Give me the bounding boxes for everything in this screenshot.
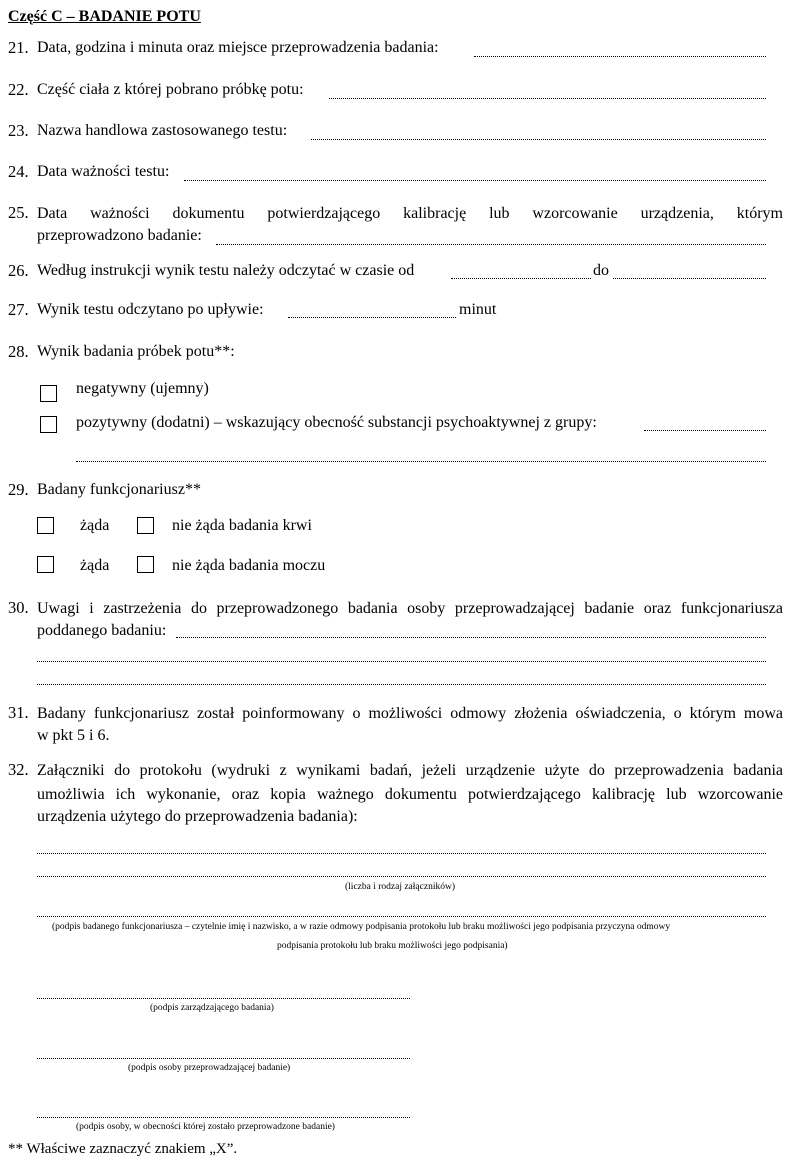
section-title: Część C – BADANIE POTU (8, 8, 201, 25)
item-26-to-field[interactable] (613, 278, 766, 279)
item-23-label: Nazwa handlowa zastosowanego testu: (37, 122, 288, 139)
substance-group-field[interactable] (644, 430, 766, 431)
item-number: 32. (8, 760, 29, 779)
item-27-unit: minut (459, 301, 497, 318)
blood-no-demand-checkbox[interactable] (137, 517, 154, 534)
item-23-field[interactable] (311, 139, 766, 140)
item-number: 25. (8, 203, 29, 222)
blood-demand-label: żąda (80, 517, 110, 534)
examined-signature-caption: (podpis badanego funkcjonariusza – czytelnie imię i nazwisko, a w razie odmowy podpisania protokołu lub braku możliwości jego podpisania przyczyna odmowy (52, 922, 671, 932)
examined-signature-caption-line2: podpisania protokołu lub braku możliwości jego podpisania) (277, 941, 508, 951)
item-26-label: Według instrukcji wynik testu należy odczytać w czasie od (37, 262, 415, 279)
item-25-label-line2: przeprowadzono badanie: (37, 227, 202, 244)
substance-group-field-line2[interactable] (76, 461, 766, 462)
item-24-field[interactable] (184, 180, 766, 181)
item-26-from-field[interactable] (451, 278, 591, 279)
witness-signature-line[interactable] (37, 1117, 410, 1118)
ordering-signature-line[interactable] (37, 998, 410, 999)
footnote: ** Właściwe zaznaczyć znakiem „X”. (8, 1141, 238, 1157)
positive-option-label: pozytywny (dodatni) – wskazujący obecność substancji psychoaktywnej z grupy: (76, 414, 597, 431)
item-22-field[interactable] (329, 98, 766, 99)
item-number: 23. (8, 121, 29, 140)
item-30-field-line3[interactable] (37, 684, 766, 685)
item-number: 22. (8, 80, 29, 99)
item-number: 24. (8, 162, 29, 181)
item-22-label: Część ciała z której pobrano próbkę potu: (37, 81, 304, 98)
item-24-label: Data ważności testu: (37, 163, 170, 180)
item-number: 28. (8, 342, 29, 361)
ordering-signature-caption: (podpis zarządzającego badania) (150, 1003, 274, 1013)
attachments-field-line2[interactable] (37, 876, 766, 877)
positive-checkbox[interactable] (40, 416, 57, 433)
item-31-line1: Badany funkcjonariusz został poinformowany o możliwości odmowy złożenia oświadczenia, o którym mowa (37, 705, 783, 722)
item-32-line3: urządzenia użytego do przeprowadzenia badania): (37, 808, 358, 825)
conducting-signature-caption: (podpis osoby przeprowadzającej badanie) (128, 1063, 291, 1073)
item-number: 21. (8, 38, 29, 57)
conducting-signature-line[interactable] (37, 1058, 410, 1059)
witness-signature-caption: (podpis osoby, w obecności której zostało przeprowadzone badanie) (76, 1122, 335, 1132)
item-26-to-label: do (593, 262, 609, 279)
item-25-label-line1: Data ważności dokumentu potwierdzającego kalibrację lub wzorcowanie urządzenia, którym (37, 205, 783, 222)
blood-demand-checkbox[interactable] (37, 517, 54, 534)
urine-demand-checkbox[interactable] (37, 556, 54, 573)
item-number: 29. (8, 480, 29, 499)
item-number: 31. (8, 703, 29, 722)
attachments-caption: (liczba i rodzaj załączników) (345, 882, 455, 892)
item-27-field[interactable] (288, 317, 456, 318)
urine-demand-label: żąda (80, 557, 110, 574)
item-30-field-line2[interactable] (37, 661, 766, 662)
item-28-label: Wynik badania próbek potu**: (37, 343, 235, 360)
item-30-field[interactable] (176, 637, 766, 638)
item-30-label-line2: poddanego badaniu: (37, 622, 167, 639)
item-27-label: Wynik testu odczytano po upływie: (37, 301, 264, 318)
item-29-label: Badany funkcjonariusz** (37, 481, 201, 498)
urine-no-demand-checkbox[interactable] (137, 556, 154, 573)
item-number: 27. (8, 300, 29, 319)
item-30-label-line1: Uwagi i zastrzeżenia do przeprowadzonego badania osoby przeprowadzającej badanie oraz funkcjonariusza (37, 600, 783, 617)
item-number: 30. (8, 598, 29, 617)
negative-checkbox[interactable] (40, 385, 57, 402)
item-32-line1: Załączniki do protokołu (wydruki z wynikami badań, jeżeli urządzenie użyte do przeprowadzenia badania (37, 762, 783, 779)
urine-no-demand-label: nie żąda badania moczu (172, 557, 326, 574)
item-number: 26. (8, 261, 29, 280)
attachments-field[interactable] (37, 853, 766, 854)
examined-signature-line[interactable] (37, 916, 766, 917)
item-32-line2: umożliwia ich wykonanie, oraz kopia ważnego dokumentu potwierdzającego kalibrację lub wzorcowanie (37, 786, 783, 803)
item-21-label: Data, godzina i minuta oraz miejsce przeprowadzenia badania: (37, 39, 439, 56)
blood-no-demand-label: nie żąda badania krwi (172, 517, 312, 534)
negative-option-label: negatywny (ujemny) (76, 380, 209, 397)
item-31-line2: w pkt 5 i 6. (37, 727, 110, 744)
item-21-field[interactable] (474, 56, 766, 57)
item-25-field[interactable] (216, 244, 766, 245)
